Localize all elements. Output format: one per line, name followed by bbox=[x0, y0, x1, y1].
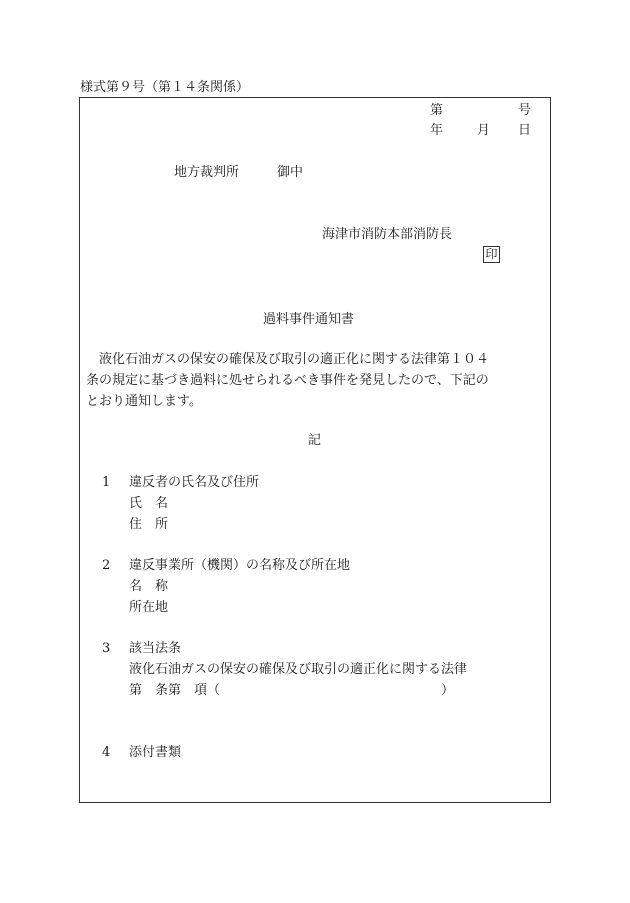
ki-marker: 記 bbox=[308, 433, 322, 448]
item-field: 住 所 bbox=[129, 517, 169, 532]
body-line: 条の規定に基づき過料に処せられるべき事件を発見したので、下記の bbox=[86, 373, 489, 388]
number-suffix: 号 bbox=[518, 103, 532, 118]
item-heading: 違反事業所（機関）の名称及び所在地 bbox=[129, 558, 351, 573]
date-month: 月 bbox=[477, 123, 491, 138]
item-field: 氏 名 bbox=[129, 496, 169, 511]
item-field: 第 条第 項（ ） bbox=[129, 683, 455, 698]
body-paragraph bbox=[86, 349, 546, 412]
item-number: 3 bbox=[102, 641, 111, 656]
seal-stamp: 印 bbox=[483, 246, 500, 263]
item-number: 1 bbox=[102, 475, 111, 490]
item-number: 4 bbox=[102, 745, 111, 760]
form-number: 様式第９号（第１４条関係） bbox=[80, 80, 250, 95]
sender-name: 海津市消防本部消防長 bbox=[322, 227, 453, 242]
item-field: 名 称 bbox=[129, 579, 169, 594]
date-year: 年 bbox=[430, 123, 444, 138]
number-prefix: 第 bbox=[430, 103, 444, 118]
item-field: 液化石油ガスの保安の確保及び取引の適正化に関する法律 bbox=[129, 662, 468, 677]
item-heading: 該当法条 bbox=[129, 641, 182, 656]
addressee-honorific: 御中 bbox=[277, 165, 304, 180]
body-line: 液化石油ガスの保安の確保及び取引の適正化に関する法律第１０４ bbox=[86, 352, 490, 367]
addressee-court: 地方裁判所 bbox=[174, 165, 240, 180]
item-field: 所在地 bbox=[129, 600, 169, 615]
item-number: 2 bbox=[102, 558, 111, 573]
item-heading: 違反者の氏名及び住所 bbox=[129, 475, 260, 490]
document-title: 過料事件通知書 bbox=[263, 312, 355, 327]
date-day: 日 bbox=[518, 123, 532, 138]
item-heading: 添付書類 bbox=[129, 745, 182, 760]
body-line: とおり通知します。 bbox=[86, 394, 202, 409]
